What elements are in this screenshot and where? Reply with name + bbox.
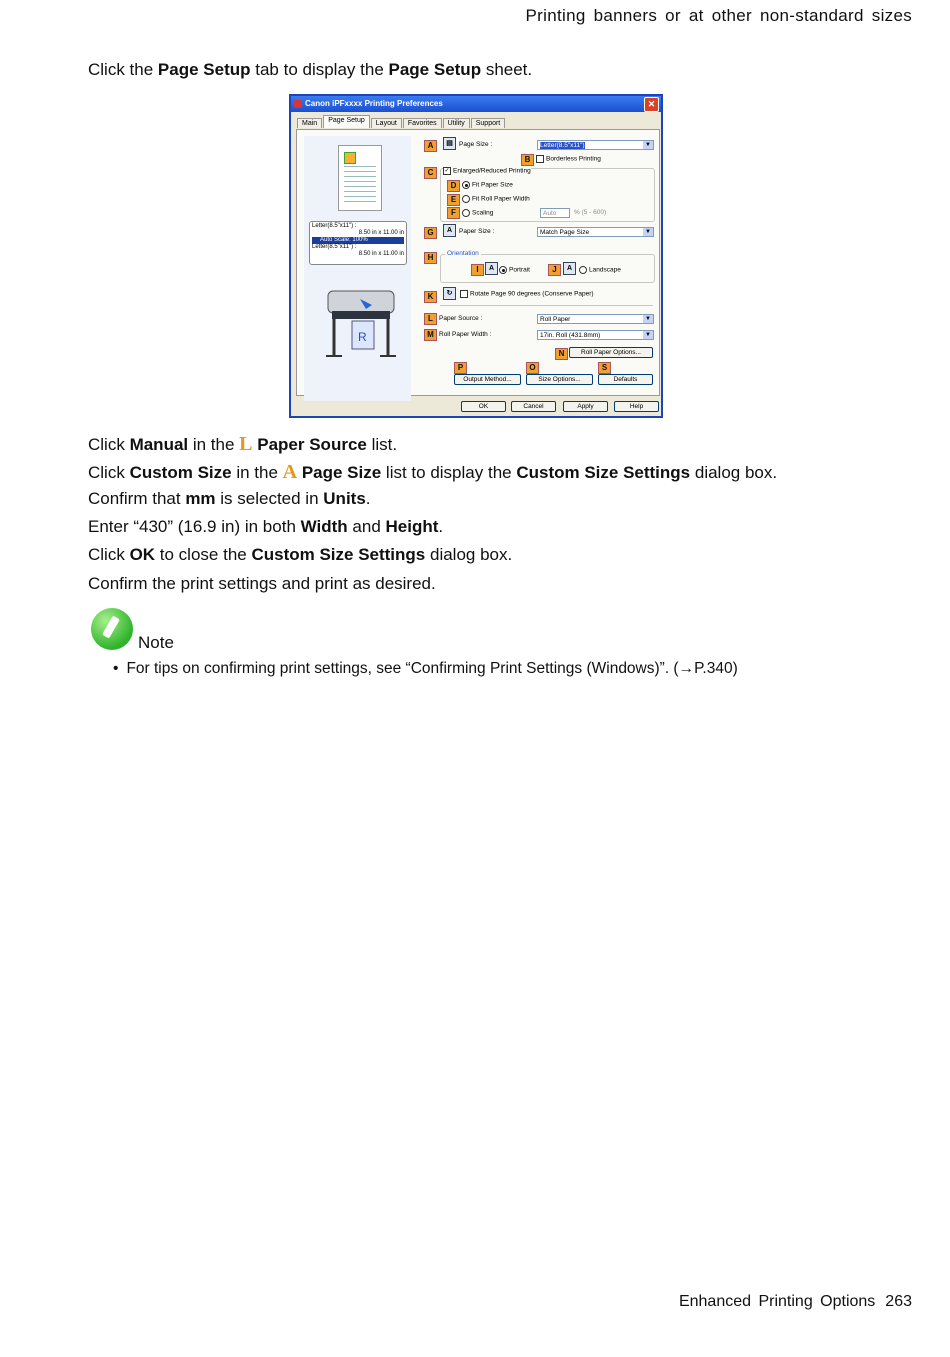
size-options-button[interactable]: Size Options... [526, 374, 593, 385]
roll-width-label: Roll Paper Width : [439, 331, 492, 338]
printing-preferences-dialog [289, 94, 663, 418]
defaults-button[interactable]: Defaults [598, 374, 653, 385]
note-bullet-item: • For tips on confirming print settings, see “Confirming Print Settings (Windows)”. (→P.340) [113, 660, 738, 677]
note-link-text[interactable]: For tips on confirming print settings, see “Confirming Print Settings (Windows)”. (→P.340) [126, 660, 738, 677]
scaling-radio[interactable]: Scaling [462, 209, 493, 217]
roll-width-select[interactable]: 17in. Roll (431.8mm) ▼ [537, 330, 654, 340]
page-size-label: Page Size : [459, 141, 493, 148]
page-number: 263 [885, 1293, 912, 1310]
scaling-input[interactable]: Auto [540, 208, 570, 218]
marker-i: I [471, 264, 484, 276]
help-button[interactable]: Help [614, 401, 659, 412]
tab-layout[interactable]: Layout [371, 118, 402, 128]
marker-c: C [424, 167, 437, 179]
marker-s: S [598, 362, 611, 374]
marker-g: G [424, 227, 437, 239]
ok-button[interactable]: OK [461, 401, 506, 412]
marker-n: N [555, 348, 568, 360]
marker-j: J [548, 264, 561, 276]
running-header: Printing banners or at other non-standard sizes [525, 6, 912, 25]
size-info-box: Letter(8.5"x11") : 8.50 in x 11.00 in Auto Scale: 100% Letter(8.5"x11") : 8.50 in x 11.00 in [309, 221, 407, 265]
dialog-title-bar: Canon iPFxxxx Printing Preferences ✕ [291, 96, 661, 112]
marker-d: D [447, 180, 460, 192]
svg-text:R: R [358, 330, 367, 344]
printer-app-icon [294, 100, 302, 108]
fit-roll-radio[interactable]: Fit Roll Paper Width [462, 195, 530, 203]
marker-a: A [424, 140, 437, 152]
marker-h: H [424, 252, 437, 264]
page-size-icon: ▤ [443, 137, 456, 150]
label-marker: A [282, 461, 298, 483]
marker-e: E [447, 194, 460, 206]
note-pencil-icon [91, 608, 133, 650]
preview-pane [304, 136, 411, 401]
marker-l: L [424, 313, 437, 325]
marker-f: F [447, 207, 460, 219]
roll-paper-options-button[interactable]: Roll Paper Options... [569, 347, 653, 358]
marker-m: M [424, 329, 437, 341]
footer-section: Enhanced Printing Options [678, 1293, 876, 1310]
tab-main[interactable]: Main [297, 118, 322, 128]
landscape-icon: A [563, 262, 576, 275]
page-size-select[interactable]: Letter(8.5"x11") ▼ [537, 140, 654, 150]
paper-source-label: Paper Source : [439, 315, 483, 322]
note-label: Note [138, 633, 174, 652]
rotate-checkbox[interactable]: Rotate Page 90 degrees (Conserve Paper) [460, 290, 594, 298]
enlarged-checkbox[interactable]: ✓ Enlarged/Reduced Printing [444, 167, 531, 175]
portrait-icon: A [485, 262, 498, 275]
tab-page-setup[interactable]: Page Setup [323, 115, 370, 128]
borderless-checkbox[interactable]: Borderless Printing [536, 155, 601, 163]
marker-k: K [424, 291, 437, 303]
paper-source-select[interactable]: Roll Paper ▼ [537, 314, 654, 324]
page-footer [679, 1293, 912, 1311]
fit-paper-radio[interactable]: Fit Paper Size [462, 181, 513, 189]
apply-button[interactable]: Apply [563, 401, 608, 412]
output-method-button[interactable]: Output Method... [454, 374, 521, 385]
close-icon[interactable]: ✕ [644, 97, 659, 112]
page-preview [338, 145, 382, 211]
portrait-radio[interactable]: Portrait [499, 266, 530, 274]
label-marker: L [239, 433, 253, 455]
orientation-caption: Orientation [447, 250, 479, 257]
paper-size-icon: A [443, 224, 456, 237]
rotate-icon: ↻ [443, 287, 456, 300]
preview-image-icon [344, 152, 356, 164]
printer-illustration [322, 281, 402, 361]
paper-size-label: Paper Size : [459, 228, 495, 235]
tab-favorites[interactable]: Favorites [403, 118, 442, 128]
marker-o: O [526, 362, 539, 374]
scaling-range: % (5 - 600) [574, 209, 607, 216]
marker-p: P [454, 362, 467, 374]
marker-b: B [521, 154, 534, 166]
paper-size-select[interactable]: Match Page Size ▼ [537, 227, 654, 237]
cancel-button[interactable]: Cancel [511, 401, 556, 412]
tab-support[interactable]: Support [471, 118, 506, 128]
dialog-tabs [297, 118, 506, 128]
page-setup-panel [296, 129, 660, 396]
landscape-radio[interactable]: Landscape [579, 266, 621, 274]
tab-utility[interactable]: Utility [443, 118, 470, 128]
